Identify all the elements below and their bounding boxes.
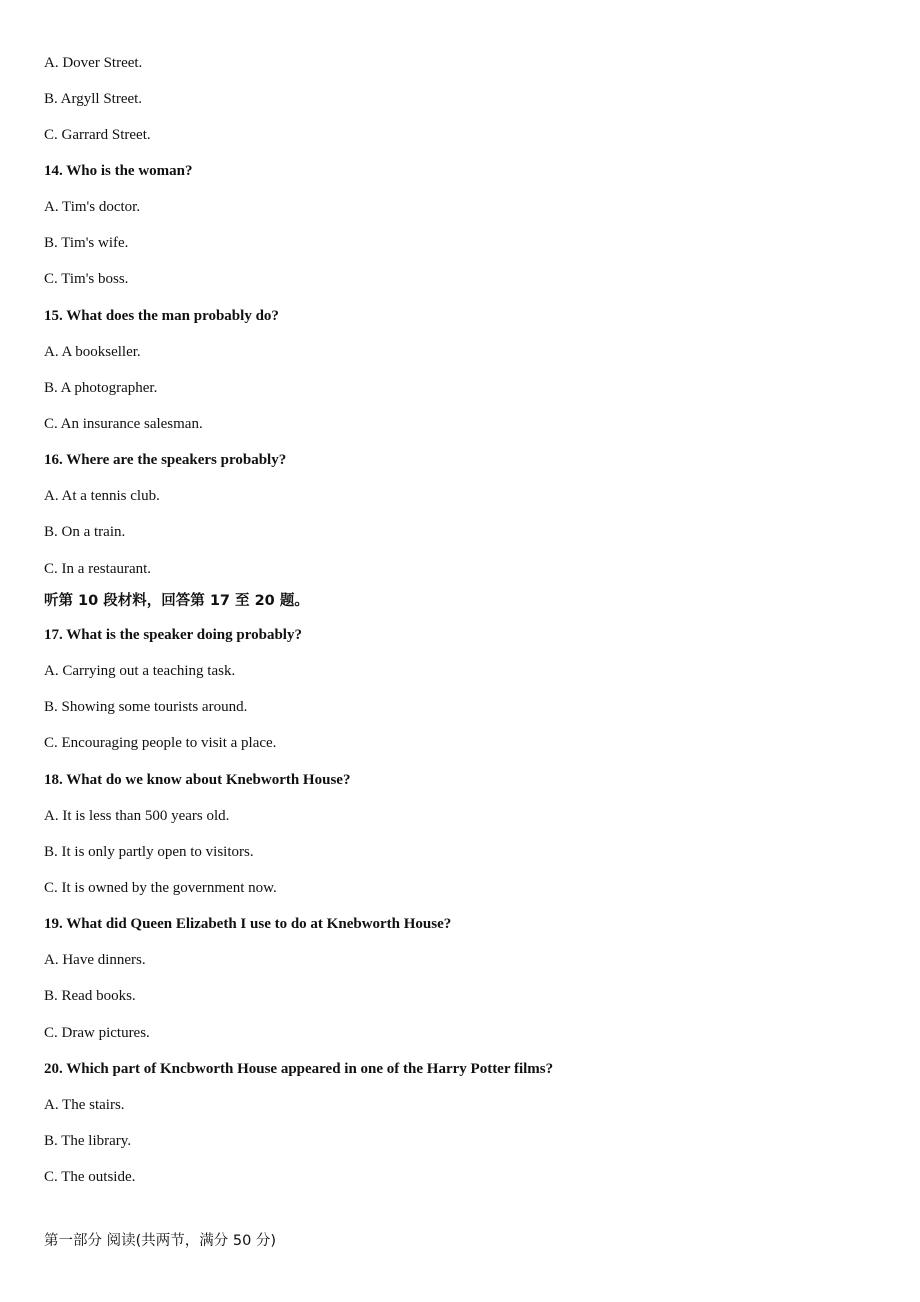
option-line: A. Have dinners. bbox=[44, 952, 146, 968]
option-line: A. At a tennis club. bbox=[44, 488, 160, 504]
option-line: C. It is owned by the government now. bbox=[44, 880, 277, 896]
option-line: C. Encouraging people to visit a place. bbox=[44, 735, 277, 751]
question-line: 15. What does the man probably do? bbox=[44, 308, 279, 324]
option-line: A. It is less than 500 years old. bbox=[44, 808, 230, 824]
option-line: C. Draw pictures. bbox=[44, 1025, 150, 1041]
option-line: B. Read books. bbox=[44, 988, 136, 1004]
option-line: C. Garrard Street. bbox=[44, 127, 151, 143]
section-heading: 第一部分 阅读(共两节，满分 50 分) bbox=[44, 1233, 277, 1249]
option-line: B. A photographer. bbox=[44, 380, 158, 396]
option-line: A. Carrying out a teaching task. bbox=[44, 663, 236, 679]
question-line: 16. Where are the speakers probably? bbox=[44, 452, 287, 468]
option-line: C. Tim's boss. bbox=[44, 271, 129, 287]
option-line: C. An insurance salesman. bbox=[44, 416, 203, 432]
option-line: C. The outside. bbox=[44, 1169, 136, 1185]
option-line: A. A bookseller. bbox=[44, 344, 141, 360]
section-instruction: 听第 10 段材料，回答第 17 至 20 题。 bbox=[44, 593, 309, 609]
option-line: B. Showing some tourists around. bbox=[44, 699, 248, 715]
option-line: B. On a train. bbox=[44, 524, 126, 540]
option-line: A. The stairs. bbox=[44, 1097, 125, 1113]
question-line: 20. Which part of Kncbworth House appeared in one of the Harry Potter films? bbox=[44, 1061, 554, 1077]
option-line: B. Argyll Street. bbox=[44, 91, 143, 107]
option-line: C. In a restaurant. bbox=[44, 561, 152, 577]
option-line: A. Dover Street. bbox=[44, 55, 143, 71]
question-line: 19. What did Queen Elizabeth I use to do at Knebworth House? bbox=[44, 916, 452, 932]
option-line: B. It is only partly open to visitors. bbox=[44, 844, 254, 860]
question-line: 14. Who is the woman? bbox=[44, 163, 193, 179]
option-line: B. Tim's wife. bbox=[44, 235, 129, 251]
question-line: 17. What is the speaker doing probably? bbox=[44, 627, 302, 643]
option-line: B. The library. bbox=[44, 1133, 132, 1149]
question-line: 18. What do we know about Knebworth House? bbox=[44, 772, 351, 788]
option-line: A. Tim's doctor. bbox=[44, 199, 141, 215]
